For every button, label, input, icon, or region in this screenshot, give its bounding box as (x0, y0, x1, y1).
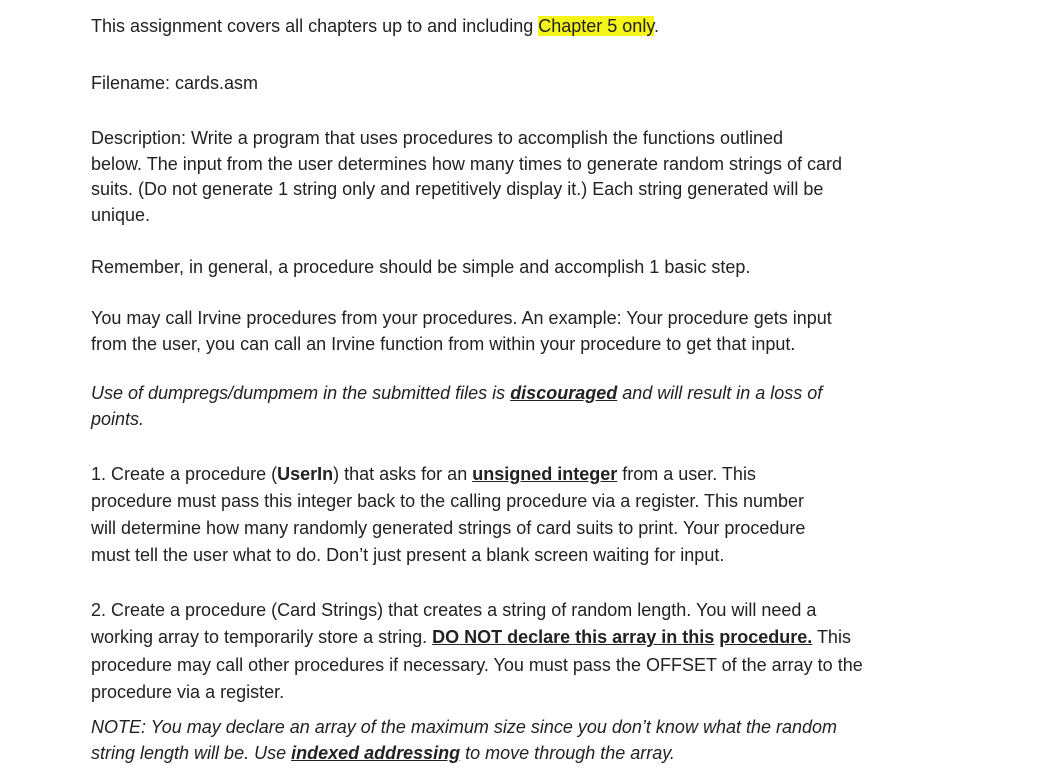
note-line-2 (91, 740, 675, 766)
item-2-line-1: 2. Create a procedure (Card Strings) that creates a string of random length. You will need a (91, 600, 817, 620)
remember-line: Remember, in general, a procedure should be simple and accomplish 1 basic step. (91, 257, 751, 277)
item-2-l2-post: This (812, 627, 851, 647)
item-1-line-4: must tell the user what to do. Don’t just present a blank screen waiting for input. (91, 545, 725, 565)
indexed-addressing-emphasis: indexed addressing (291, 743, 461, 763)
item-1-post: from a user. This (617, 464, 756, 484)
item-1-mid: ) that asks for an (333, 464, 473, 484)
item-1-pre: 1. Create a procedure ( (91, 464, 278, 484)
irvine-line-2: from the user, you can call an Irvine function from within your procedure to get that input. (91, 334, 796, 354)
item-2-line-3: procedure may call other procedures if necessary. You must pass the OFFSET of the array to the (91, 655, 863, 675)
note-l2-pre: string length will be. Use (91, 743, 292, 763)
intro-end: . (653, 16, 659, 36)
dump-pre: Use of dumpregs/dumpmem in the submitted files is (91, 383, 511, 403)
item-1-line-3: will determine how many randomly generated strings of card suits to print. Your procedure (91, 518, 806, 538)
dump-warning-line-1 (91, 380, 822, 406)
item-1-line-1 (91, 461, 756, 487)
note-line-1: NOTE: You may declare an array of the maximum size since you don’t know what the random (91, 717, 838, 737)
dump-post: and will result in a loss of (617, 383, 823, 403)
unsigned-integer-emphasis: unsigned integer (472, 464, 618, 484)
intro-line (91, 13, 659, 39)
description-line-4: unique. (91, 205, 151, 225)
description-line-1: Description: Write a program that uses procedures to accomplish the functions outlined (91, 128, 784, 148)
procedure-emphasis: procedure. (719, 627, 813, 647)
item-1-line-2: procedure must pass this integer back to the calling procedure via a register. This number (91, 491, 805, 511)
description-line-2: below. The input from the user determines how many times to generate random strings of card (91, 154, 843, 174)
intro-text: This assignment covers all chapters up to and including (91, 16, 539, 36)
note-l2-post: to move through the array. (460, 743, 675, 763)
item-2-l2-pre: working array to temporarily store a string. (91, 627, 433, 647)
do-not-declare-emphasis: DO NOT declare this array in this (432, 627, 715, 647)
item-2-line-2 (91, 624, 851, 650)
chapter-highlight: Chapter 5 only (538, 16, 654, 36)
discouraged-emphasis: discouraged (510, 383, 618, 403)
item-2-line-4: procedure via a register. (91, 682, 285, 702)
filename-line: Filename: cards.asm (91, 73, 259, 93)
description-line-3: suits. (Do not generate 1 string only and repetitively display it.) Each string generated will be (91, 179, 824, 199)
userin-name: UserIn (277, 464, 334, 484)
irvine-line-1: You may call Irvine procedures from your procedures. An example: Your procedure gets input (91, 308, 832, 328)
dump-warning-line-2: points. (91, 409, 145, 429)
